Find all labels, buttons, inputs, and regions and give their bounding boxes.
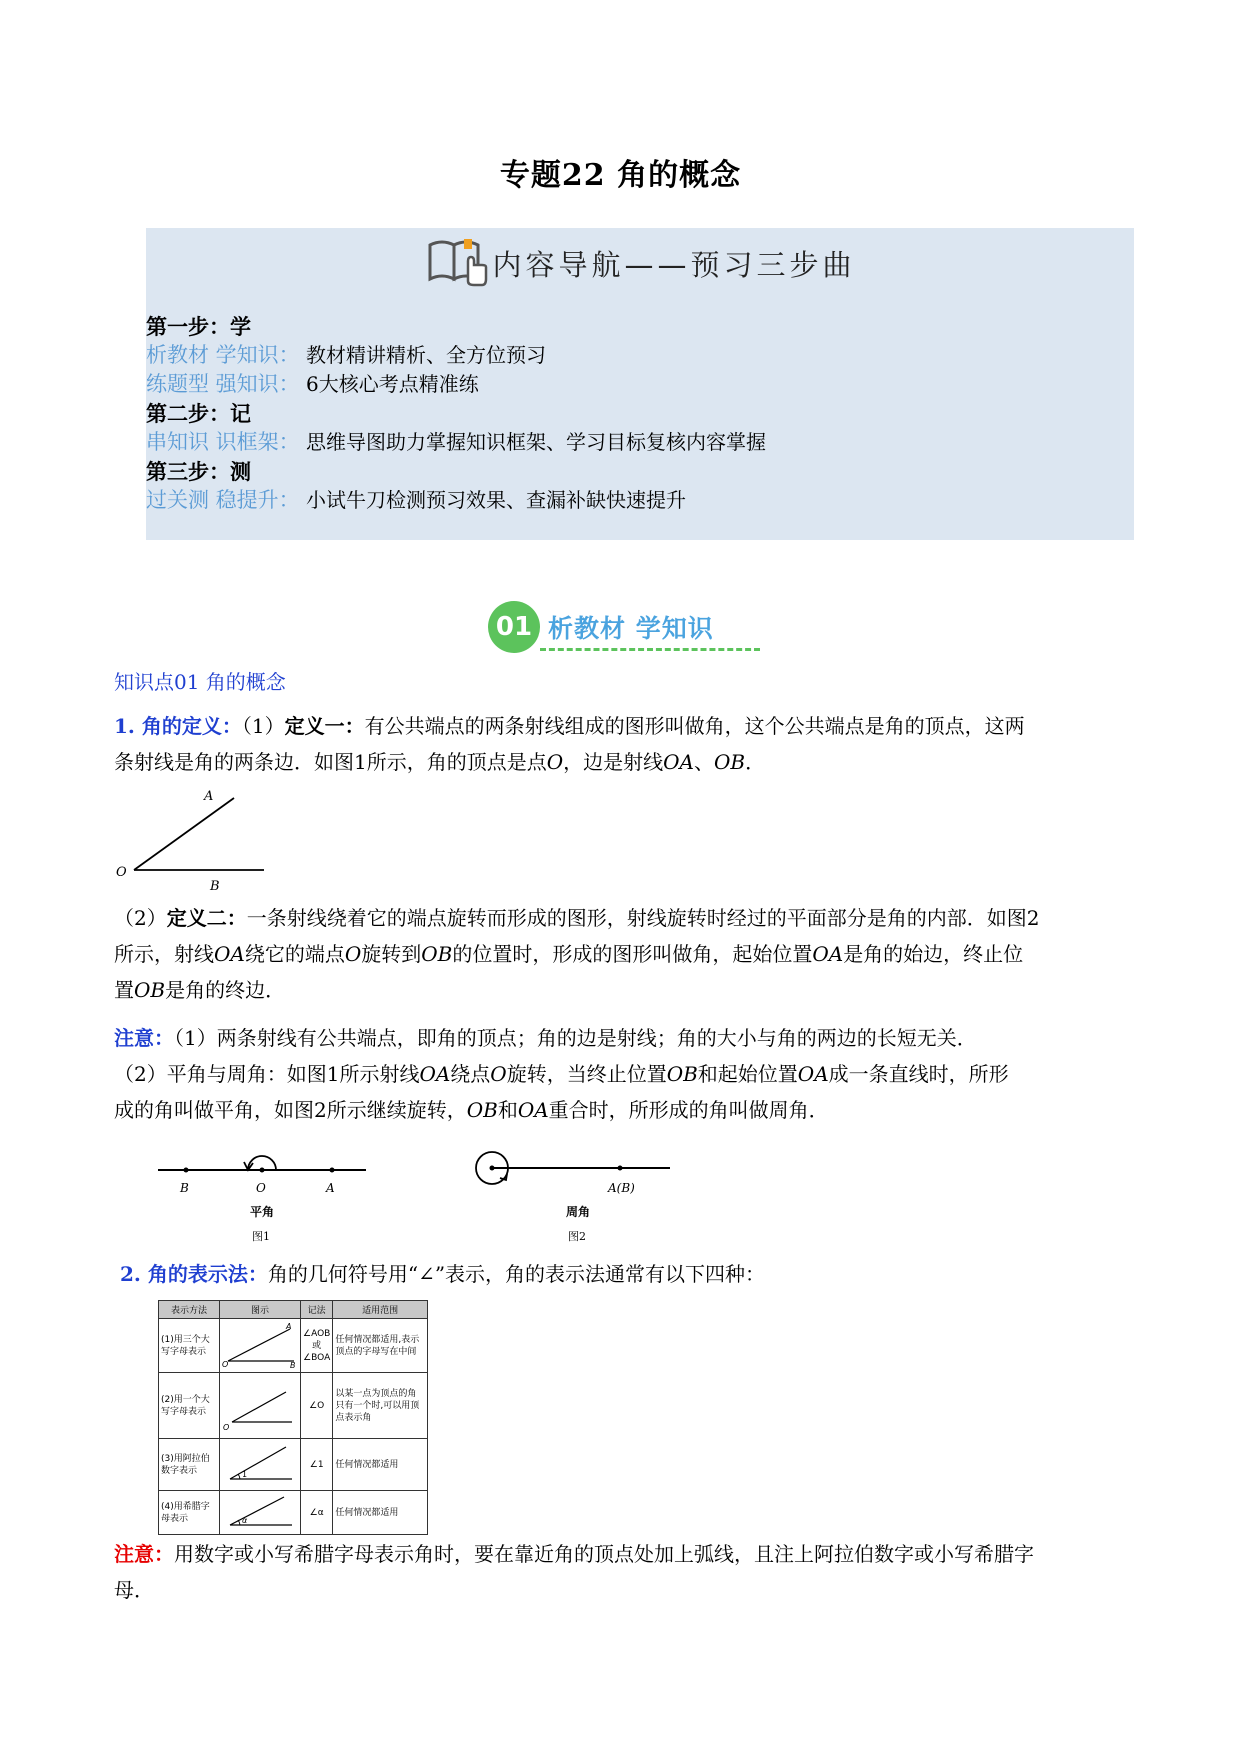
note3-line1: 用数字或小写希腊字母表示角时，要在靠近角的顶点处加上弧线，且注上阿拉伯数字或小写希腊字 xyxy=(174,1542,1034,1566)
point-B xyxy=(184,1168,189,1173)
section-number: 01 xyxy=(488,601,540,653)
def1-end: ． xyxy=(745,750,766,774)
method-cell: (3)用阿拉伯数字表示 xyxy=(159,1439,220,1491)
note2-text: 和 xyxy=(497,1098,518,1122)
step-3: 第三步：测 xyxy=(146,459,251,484)
straight-angle-figure xyxy=(156,1146,366,1246)
def2-line1: 一条射线绕着它的端点旋转而形成的图形，射线旋转时经过的平面部分是角的内部．如图2 xyxy=(246,906,1040,930)
table-header-row xyxy=(159,1301,428,1319)
section-badge xyxy=(488,600,714,654)
nav-item-label: 析教材 学知识： xyxy=(146,343,300,367)
full-angle-figure xyxy=(470,1146,680,1246)
step-1: 第一步：学 xyxy=(146,314,251,339)
notation-cell: ∠1 xyxy=(301,1439,333,1491)
note2-OB: OB xyxy=(666,1062,698,1086)
def1-prefix: （1） xyxy=(241,714,285,738)
label-O: O xyxy=(222,1360,229,1369)
vertex xyxy=(490,1166,495,1171)
scope-cell: 任何情况都适用 xyxy=(333,1491,428,1535)
def2-text: 的位置时，形成的图形叫做角，起始位置 xyxy=(452,942,813,966)
nav-item-label: 练题型 强知识： xyxy=(146,372,300,396)
def1-O: O xyxy=(546,750,564,774)
def2-OA: OA xyxy=(214,942,245,966)
def1-OA: OA xyxy=(663,750,694,774)
label-A: A xyxy=(204,789,214,804)
table-row xyxy=(159,1491,428,1535)
label-O: O xyxy=(223,1423,230,1432)
table-row xyxy=(159,1373,428,1439)
label-B: B xyxy=(210,879,220,894)
method-cell: (1)用三个大写字母表示 xyxy=(159,1319,220,1373)
scope-cell: 任何情况都适用 xyxy=(333,1439,428,1491)
nav-item-text: 思维导图助力掌握知识框架、学习目标复核内容掌握 xyxy=(306,430,767,454)
table-row xyxy=(159,1439,428,1491)
label-O: O xyxy=(116,865,127,880)
nav-item-3 xyxy=(146,428,766,457)
section-title: 析教材 学知识 xyxy=(548,614,714,643)
section-underline xyxy=(540,648,760,651)
def1-sep: 、 xyxy=(693,750,714,774)
scope-cell: 以某一点为顶点的角只有一个时,可以用顶点表示角 xyxy=(333,1373,428,1439)
note2-text: 重合时，所形成的角叫做周角． xyxy=(548,1098,829,1122)
def2-O: O xyxy=(344,942,362,966)
book-hand-icon xyxy=(424,235,492,291)
note3-line2: 母． xyxy=(114,1578,154,1602)
rep-label: 2. 角的表示法： xyxy=(120,1262,268,1286)
nav-item-text: 小试牛刀检测预习效果、查漏补缺快速提升 xyxy=(306,488,687,512)
def2-text: 是角的始边，终止位 xyxy=(843,942,1024,966)
nav-item-4 xyxy=(146,486,766,515)
note2-text: 旋转，当终止位置 xyxy=(506,1062,667,1086)
table-header: 记法 xyxy=(301,1301,333,1319)
def2-text: 绕它的端点 xyxy=(244,942,345,966)
content-navigation-box xyxy=(146,228,1134,540)
label-O: O xyxy=(256,1181,266,1195)
step-2: 第二步：记 xyxy=(146,401,251,426)
figure-cell xyxy=(220,1373,301,1439)
definition-1 xyxy=(114,708,1134,780)
nav-header xyxy=(146,228,1134,298)
note-1: （1）两条射线有公共端点，即角的顶点；角的边是射线；角的大小与角的两边的长短无关． xyxy=(174,1026,977,1050)
point-AB xyxy=(618,1166,623,1171)
figure-cell xyxy=(220,1491,301,1535)
notation-cell: ∠AOB或∠BOA xyxy=(301,1319,333,1373)
figure-name: 平角 xyxy=(250,1205,275,1219)
angle-representation-table xyxy=(158,1300,428,1535)
table-header: 图示 xyxy=(220,1301,301,1319)
nav-item-text: 6大核心考点精准练 xyxy=(306,372,479,396)
page-title: 专题22 角的概念 xyxy=(499,158,742,193)
label-A: A xyxy=(286,1322,292,1331)
note2-text: 成一条直线时，所形 xyxy=(828,1062,1009,1086)
def1-text2a: 条射线是角的两条边．如图1所示，角的顶点是点 xyxy=(114,750,547,774)
def1-label: 定义一： xyxy=(284,714,365,738)
figure-cell xyxy=(220,1319,301,1373)
def2-text: 是角的终边． xyxy=(165,978,286,1002)
def2-OA: OA xyxy=(812,942,844,966)
note2-OB: OB xyxy=(466,1098,498,1122)
note2-text: 绕点 xyxy=(450,1062,491,1086)
knowledge-point-heading: 知识点01 角的概念 xyxy=(114,670,286,694)
nav-lines xyxy=(146,312,766,515)
angle-aob-figure xyxy=(112,784,272,896)
label-B: B xyxy=(290,1361,296,1369)
nav-item-label: 串知识 识框架： xyxy=(146,430,300,454)
def2-text: 所示，射线 xyxy=(114,942,214,966)
label-AB: A(B) xyxy=(608,1181,635,1195)
figure-name: 周角 xyxy=(566,1205,591,1219)
label-B: B xyxy=(180,1181,189,1195)
table-header: 适用范围 xyxy=(333,1301,428,1319)
note2-text: 成的角叫做平角，如图2所示继续旋转， xyxy=(114,1098,467,1122)
figure-caption: 图1 xyxy=(252,1230,270,1243)
point-O xyxy=(260,1168,265,1173)
arc-arrow xyxy=(500,1174,507,1180)
def2-text: 置 xyxy=(114,978,134,1002)
def1-text2b: ，边是射线 xyxy=(563,750,664,774)
label-alpha: α xyxy=(242,1516,248,1525)
note2-OA: OA xyxy=(419,1062,451,1086)
table-row xyxy=(159,1319,428,1373)
def2-prefix: （2） xyxy=(114,906,167,930)
rep-text: 角的几何符号用“∠”表示，角的表示法通常有以下四种： xyxy=(267,1262,766,1286)
def-label: 1. 角的定义： xyxy=(114,714,242,738)
notation-cell: ∠α xyxy=(301,1491,333,1535)
notation-cell: ∠O xyxy=(301,1373,333,1439)
ray-oa xyxy=(134,798,234,870)
definition-2 xyxy=(114,900,1134,1008)
nav-item-2 xyxy=(146,370,766,399)
def1-OB: OB xyxy=(713,750,746,774)
table-header: 表示方法 xyxy=(159,1301,220,1319)
figure-cell xyxy=(220,1439,301,1491)
figure-caption: 图2 xyxy=(568,1230,586,1243)
note-block xyxy=(114,1020,1134,1128)
representation-heading xyxy=(120,1256,1140,1292)
method-cell: (2)用一个大写字母表示 xyxy=(159,1373,220,1439)
scope-cell: 任何情况都适用,表示顶点的字母写在中间 xyxy=(333,1319,428,1373)
point-A xyxy=(330,1168,335,1173)
label-A: A xyxy=(326,1181,335,1195)
nav-item-1 xyxy=(146,341,766,370)
def2-OB: OB xyxy=(421,942,453,966)
note-label: 注意： xyxy=(114,1026,174,1050)
def2-label: 定义二： xyxy=(166,906,247,930)
label-1: 1 xyxy=(242,1470,248,1479)
nav-item-label: 过关测 稳提升： xyxy=(146,488,300,512)
nav-item-text: 教材精讲精析、全方位预习 xyxy=(306,343,547,367)
note2-text: （2）平角与周角：如图1所示射线 xyxy=(114,1062,420,1086)
def1-text: 有公共端点的两条射线组成的图形叫做角，这个公共端点是角的顶点，这两 xyxy=(364,714,1025,738)
def2-OB: OB xyxy=(134,978,166,1002)
note2-text: 和起始位置 xyxy=(697,1062,798,1086)
final-note xyxy=(114,1536,1134,1608)
note2-OA: OA xyxy=(517,1098,549,1122)
note3-label: 注意： xyxy=(114,1542,174,1566)
note2-OA: OA xyxy=(797,1062,829,1086)
method-cell: (4)用希腊字母表示 xyxy=(159,1491,220,1535)
nav-header-text: 内容导航——预习三步曲 xyxy=(492,247,856,282)
note2-O: O xyxy=(490,1062,507,1086)
def2-text: 旋转到 xyxy=(361,942,422,966)
